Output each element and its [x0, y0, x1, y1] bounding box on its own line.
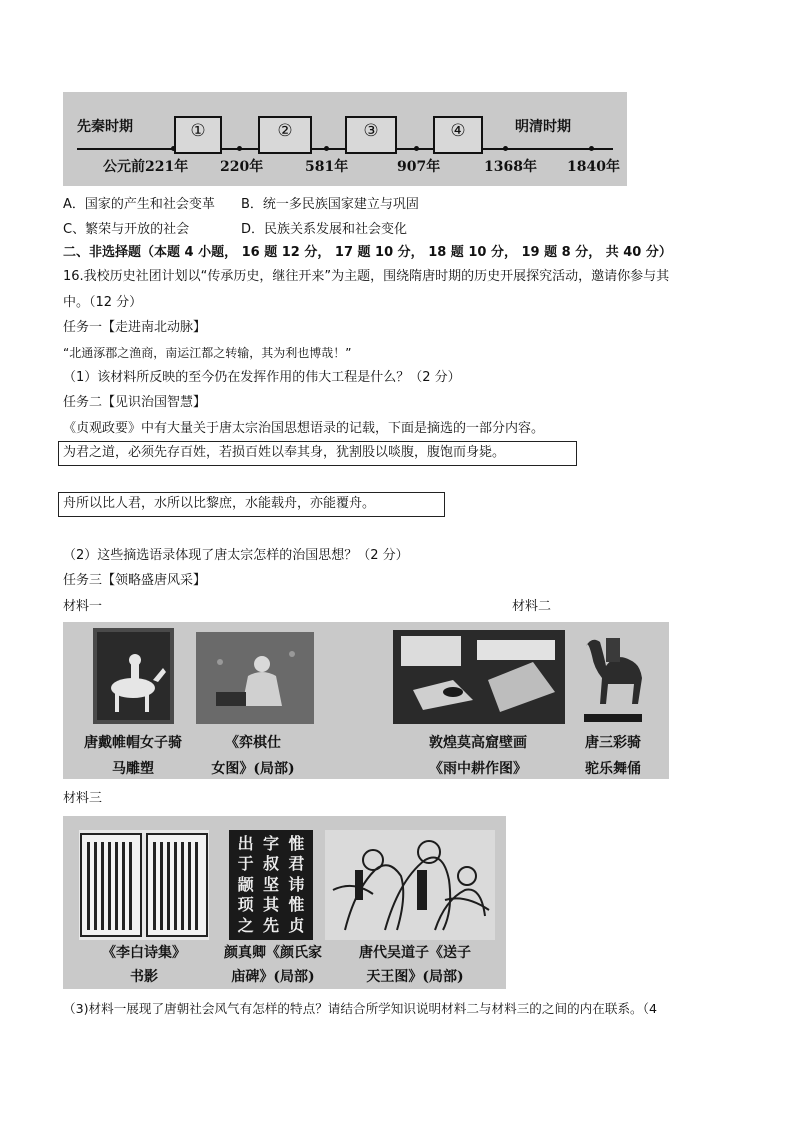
timeline-box-1: ①: [174, 116, 222, 154]
timeline-box-4: ④: [433, 116, 483, 154]
timeline-dot: [237, 146, 242, 151]
task-1-quote: “北通涿郡之渔商，南运江都之转输，其为利也博哉！”: [63, 346, 352, 360]
libai-caption: 《李白诗集》: [102, 945, 186, 961]
timeline-year: 220年: [220, 159, 264, 175]
option-d: D．民族关系发展和社会变化: [241, 222, 408, 237]
calligraphy-glyph: 惟: [288, 895, 305, 915]
task-3-question: （3)材料一展现了唐朝社会风气有怎样的特点？请结合所学知识说明材料二与材料三的之间的内在联系。（4: [63, 1001, 657, 1016]
task-1-title: 任务一【走进南北动脉】: [63, 320, 207, 335]
calligraphy-stele-image: [229, 830, 313, 940]
section-heading: 二、非选择题（本题 4 小题， 16 题 12 分， 17 题 10 分， 18 题 10 分， 19 题 8 分， 共 40 分）: [63, 245, 672, 260]
task-2-intro: 《贞观政要》中有大量关于唐太宗治国思想语录的记载，下面是摘选的一部分内容。: [63, 421, 545, 436]
rider-caption: 唐戴帷帽女子骑: [84, 735, 182, 751]
material-3-panel: [63, 816, 506, 989]
mural-caption: 《雨中耕作图》: [429, 761, 527, 777]
rider-caption: 马雕塑: [112, 761, 154, 777]
timeline-dot: [324, 146, 329, 151]
option-c: C、繁荣与开放的社会: [63, 222, 190, 237]
weiqi-caption: 《弈棋仕: [225, 735, 281, 751]
timeline-dot: [414, 146, 419, 151]
camel-caption: 驼乐舞俑: [585, 761, 641, 777]
timeline-year: 581年: [305, 159, 349, 175]
yan-zhenqing-caption: 颜真卿《颜氏家: [224, 945, 322, 961]
option-b: B．统一多民族国家建立与巩固: [241, 197, 419, 212]
task-3-title: 任务三【领略盛唐风采】: [63, 573, 207, 588]
weiqi-painting-image: [196, 632, 314, 724]
materials-1-2-panel: [63, 622, 669, 779]
timeline-dot: [171, 146, 176, 151]
calligraphy-glyph: 之: [237, 915, 254, 935]
material-1-label: 材料一: [63, 599, 103, 614]
timeline-figure: [63, 92, 627, 186]
wudaozi-painting-image: [325, 830, 495, 940]
calligraphy-glyph: 其: [263, 895, 280, 915]
material-2-label: 材料二: [512, 599, 552, 614]
yan-zhenqing-caption: 庙碑》(局部): [231, 969, 315, 985]
timeline-year: 1840年: [567, 159, 620, 175]
wudaozi-caption: 唐代吴道子《送子: [359, 945, 471, 961]
timeline-dot: [503, 146, 508, 151]
timeline-box-3: ③: [345, 116, 397, 154]
quote-box-2: 舟所以比人君，水所以比黎庶，水能载舟，亦能覆舟。: [58, 492, 445, 517]
question-16-text: 中。（12 分）: [63, 295, 143, 310]
timeline-year: 公元前221年: [103, 159, 189, 175]
calligraphy-grid: [233, 834, 309, 936]
weiqi-caption: 女图》(局部): [211, 761, 295, 777]
calligraphy-glyph: 讳: [288, 874, 305, 894]
calligraphy-glyph: 字: [263, 834, 280, 853]
calligraphy-glyph: 出: [237, 834, 254, 853]
calligraphy-glyph: 君: [288, 854, 305, 874]
option-a: A．国家的产生和社会变革: [63, 197, 215, 212]
timeline-right-label: 明清时期: [515, 119, 571, 135]
camel-figurine-image: [580, 632, 646, 724]
rider-sculpture-image: [93, 628, 174, 724]
wudaozi-caption: 天王图》(局部): [366, 969, 464, 985]
task-2-question: （2）这些摘选语录体现了唐太宗怎样的治国思想？（2 分）: [63, 548, 409, 563]
camel-caption: 唐三彩骑: [585, 735, 641, 751]
quote-box-1: 为君之道，必须先存百姓，若损百姓以奉其身，犹割股以啖腹，腹饱而身毙。: [58, 441, 577, 466]
calligraphy-glyph: 顼: [237, 895, 254, 915]
libai-caption: 书影: [130, 969, 158, 985]
calligraphy-glyph: 先: [263, 915, 280, 935]
calligraphy-glyph: 惟: [288, 834, 305, 853]
task-1-question: （1）该材料所反映的至今仍在发挥作用的伟大工程是什么？（2 分）: [63, 370, 461, 385]
task-2-title: 任务二【见识治国智慧】: [63, 395, 207, 410]
calligraphy-glyph: 贞: [288, 915, 305, 935]
timeline-year: 907年: [397, 159, 441, 175]
timeline-dot: [589, 146, 594, 151]
timeline-box-2: ②: [258, 116, 312, 154]
calligraphy-glyph: 叔: [263, 854, 280, 874]
calligraphy-glyph: 颛: [237, 874, 254, 894]
calligraphy-glyph: 坚: [263, 874, 280, 894]
question-16-text: 16.我校历史社团计划以“传承历史，继往开来”为主题，围绕隋唐时期的历史开展探究活动，邀请你参与其: [63, 269, 670, 284]
material-3-label: 材料三: [63, 791, 103, 806]
dunhuang-mural-image: [393, 630, 565, 724]
timeline-left-label: 先秦时期: [77, 119, 133, 135]
mural-caption: 敦煌莫高窟壁画: [429, 735, 527, 751]
calligraphy-glyph: 于: [237, 854, 254, 874]
timeline-year: 1368年: [484, 159, 537, 175]
libai-book-image: [79, 830, 209, 940]
